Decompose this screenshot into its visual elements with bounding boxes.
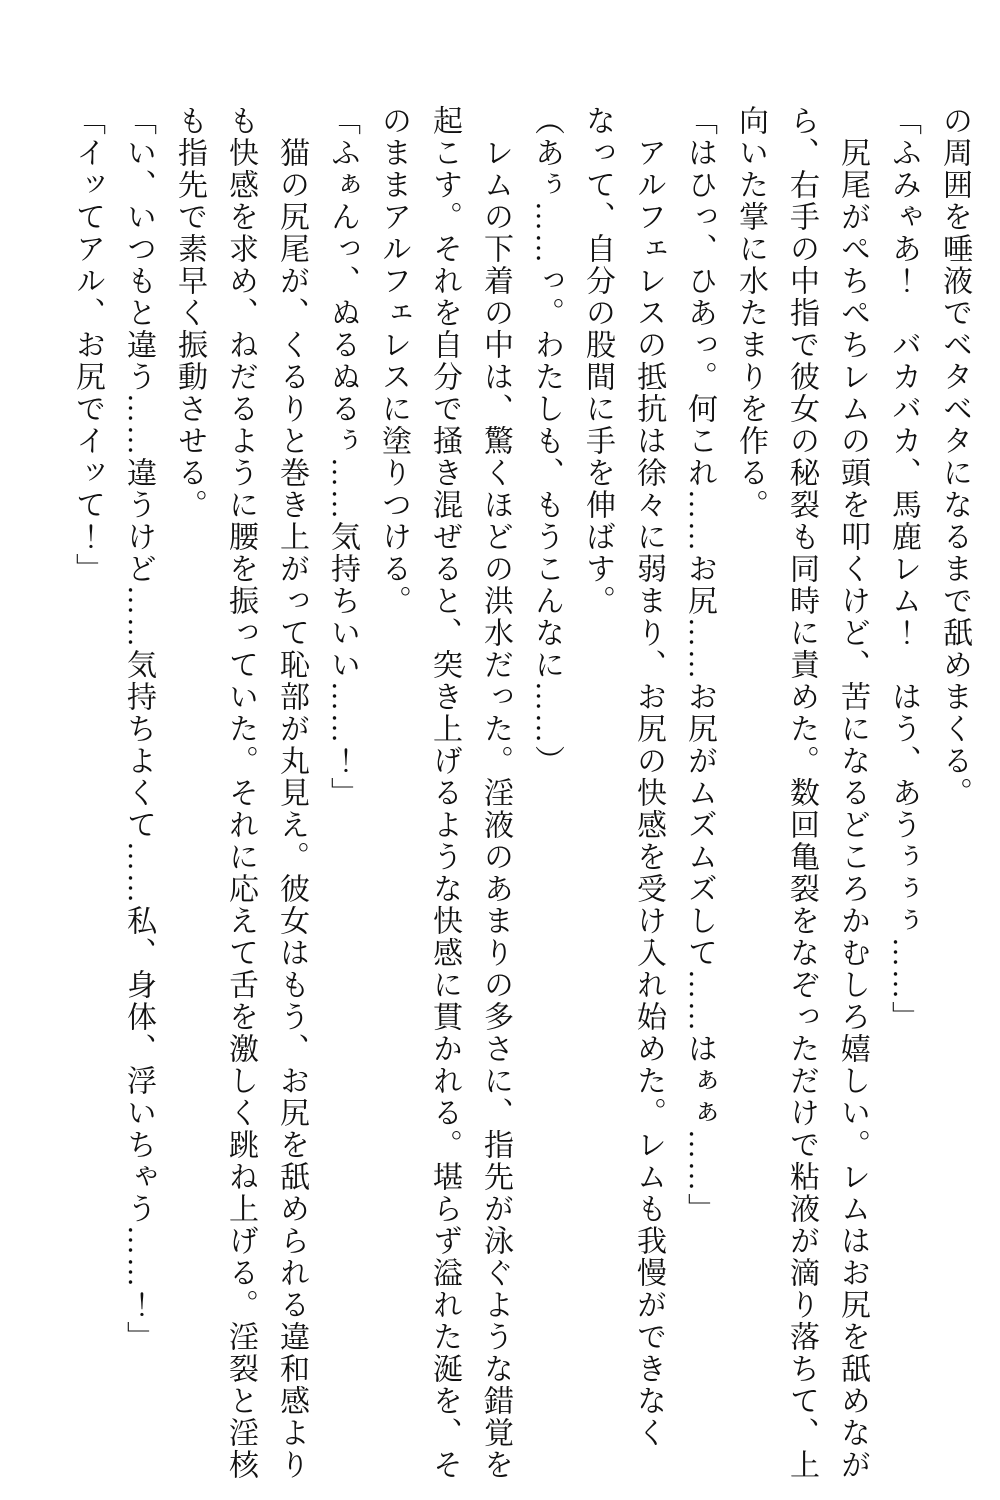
text-column: ら、右手の中指で彼女の秘裂も同時に責めた。数回亀裂をなぞっただけで粘液が滴り落ちて、上 — [785, 105, 818, 1481]
text-column: 「い、いつもと違う……違うけど……気持ちよくて……私、身体、浮いちゃう……！」 — [122, 105, 155, 1353]
vertical-text-block — [62, 105, 980, 1487]
text-column: のままアルフェレスに塗りつける。 — [377, 105, 410, 617]
text-column: 「はひっ、ひあっ。何これ……お尻……お尻がムズムズして……はぁぁ……」 — [683, 105, 716, 1225]
text-column: 「イッてアル、お尻でイッて！」 — [71, 105, 104, 585]
text-column: （あぅ……っ。わたしも、もうこんなに……） — [530, 105, 563, 777]
text-column: の周囲を唾液でベタベタになるまで舐めまくる。 — [938, 105, 971, 809]
text-column: 向いた掌に水たまりを作る。 — [734, 105, 767, 521]
text-column: 「ふぁんっ、ぬるぬるぅ……気持ちいい……！」 — [326, 105, 359, 809]
text-column: 起こす。それを自分で掻き混ぜると、突き上げるような快感に貫かれる。堪らず溢れた涎を、そ — [428, 105, 461, 1481]
text-column: アルフェレスの抵抗は徐々に弱まり、お尻の快感を受け入れ始めた。レムも我慢ができなく — [632, 105, 665, 1449]
text-column: 猫の尻尾が、くるりと巻き上がって恥部が丸見え。彼女はもう、お尻を舐められる違和感より — [275, 105, 308, 1481]
text-column: も指先で素早く振動させる。 — [173, 105, 206, 521]
text-column: 「ふみゃあ！ バカバカ、馬鹿レム！ はう、あうぅぅぅ……」 — [887, 105, 920, 1033]
text-column: なって、自分の股間に手を伸ばす。 — [581, 105, 614, 617]
text-column: 尻尾がぺちぺちレムの頭を叩くけど、苦になるどころかむしろ嬉しい。レムはお尻を舐めなが — [836, 105, 869, 1481]
text-column: レムの下着の中は、驚くほどの洪水だった。淫液のあまりの多さに、指先が泳ぐような錯覚を — [479, 105, 512, 1481]
text-column: も快感を求め、ねだるように腰を振っていた。それに応えて舌を激しく跳ね上げる。淫裂と淫核 — [224, 105, 257, 1481]
